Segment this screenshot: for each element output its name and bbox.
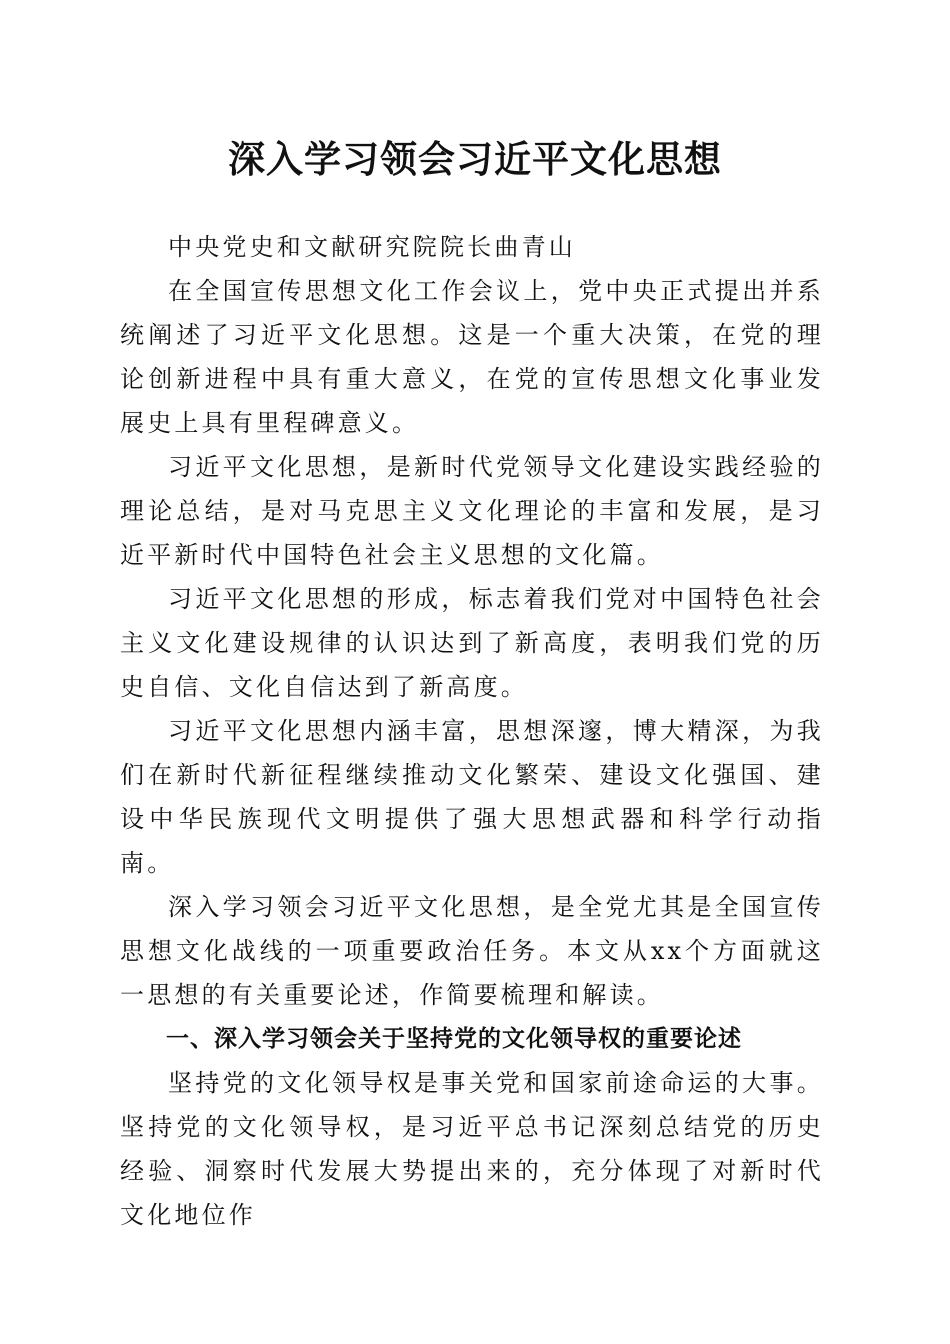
paragraph-5: 深入学习领会习近平文化思想，是全党尤其是全国宣传思想文化战线的一项重要政治任务。本文从xx个方面就这一思想的有关重要论述，作简要梳理和解读。 bbox=[120, 893, 824, 1009]
paragraph-2: 习近平文化思想，是新时代党领导文化建设实践经验的理论总结，是对马克思主义文化理论的丰富和发展，是习近平新时代中国特色社会主义思想的文化篇。 bbox=[120, 453, 824, 569]
paragraph-4: 习近平文化思想内涵丰富，思想深邃，博大精深，为我们在新时代新征程继续推动文化繁荣、建设文化强国、建设中华民族现代文明提供了强大思想武器和科学行动指南。 bbox=[120, 717, 824, 877]
document-body bbox=[120, 225, 824, 1237]
document-title: 深入学习领会习近平文化思想 bbox=[228, 137, 722, 181]
author-line: 中央党史和文献研究院院长曲青山 bbox=[168, 233, 576, 261]
paragraph-3: 习近平文化思想的形成，标志着我们党对中国特色社会主义文化建设规律的认识达到了新高度，表明我们党的历史自信、文化自信达到了新高度。 bbox=[120, 585, 824, 701]
paragraph-1: 在全国宣传思想文化工作会议上，党中央正式提出并系统阐述了习近平文化思想。这是一个重大决策，在党的理论创新进程中具有重大意义，在党的宣传思想文化事业发展史上具有里程碑意义。 bbox=[120, 277, 824, 437]
section-heading-1: 一、深入学习领会关于坚持党的文化领导权的重要论述 bbox=[166, 1026, 742, 1052]
section-1-paragraph-1: 坚持党的文化领导权是事关党和国家前途命运的大事。坚持党的文化领导权，是习近平总书记深刻总结党的历史经验、洞察时代发展大势提出来的，充分体现了对新时代文化地位作 bbox=[120, 1069, 824, 1229]
